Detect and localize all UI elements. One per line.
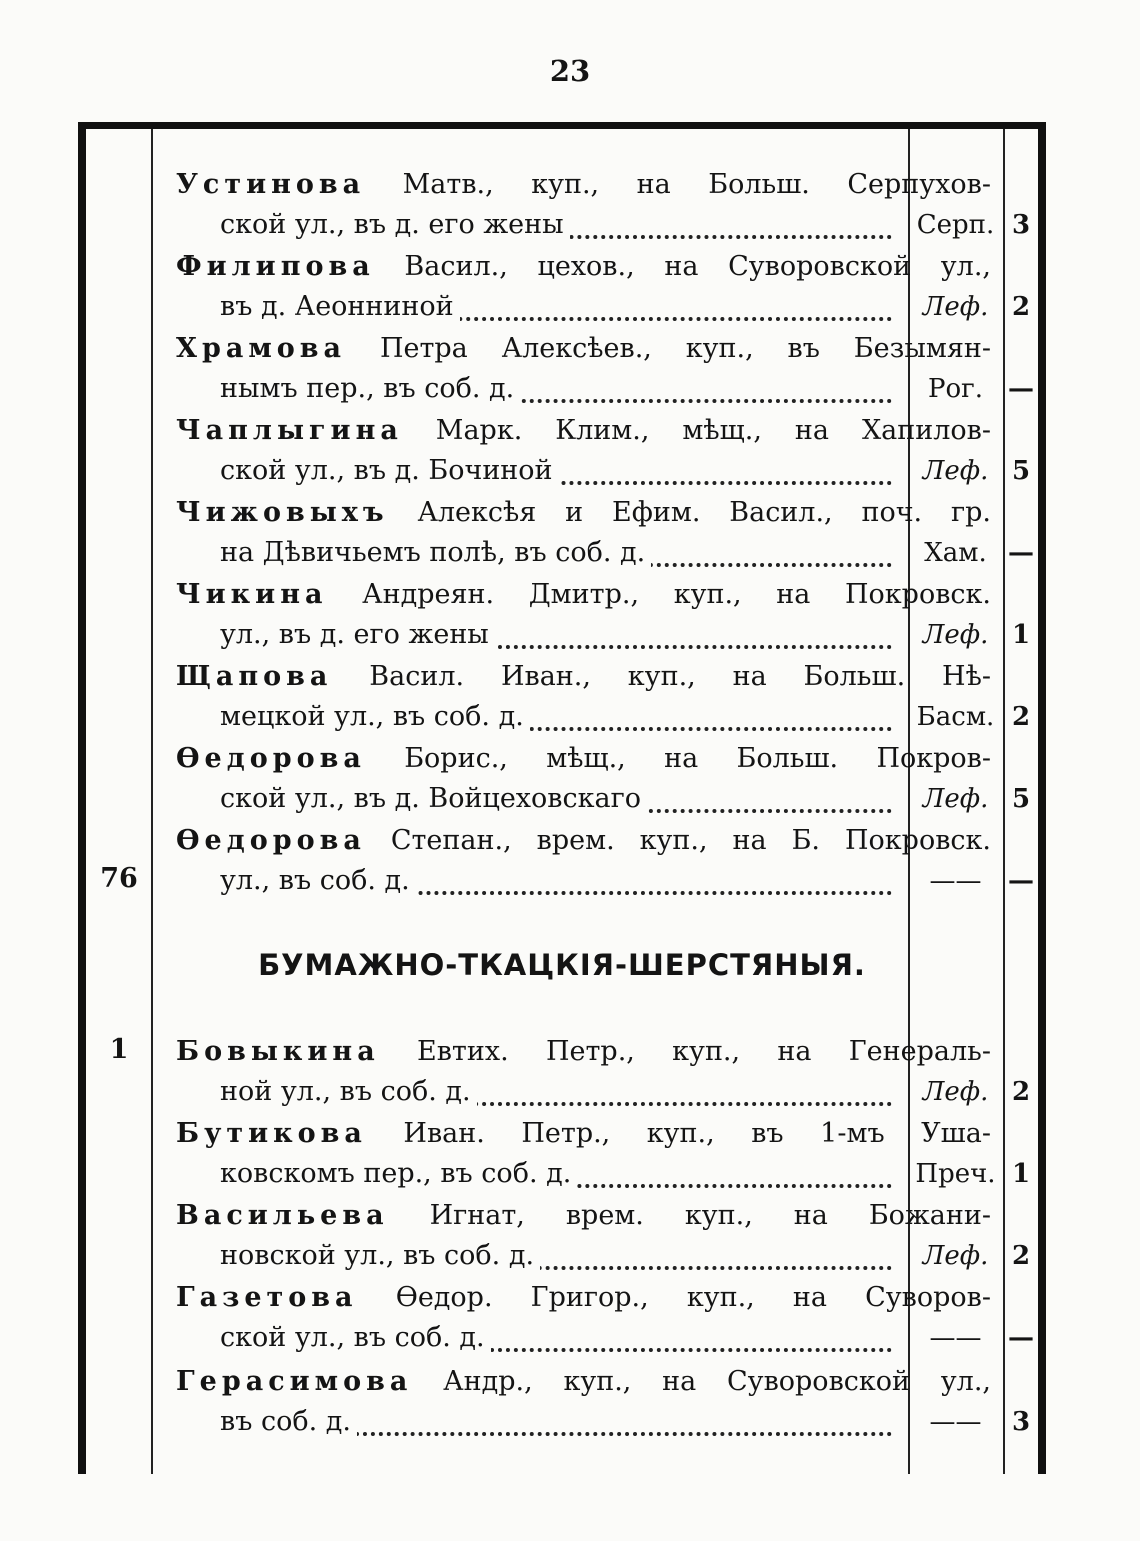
entry-surname: Щапова — [176, 661, 333, 692]
entry-count: — — [1008, 538, 1034, 568]
entry-surname: Храмова — [176, 333, 347, 364]
entry-district: —— — [929, 866, 982, 896]
entry-count: — — [1008, 374, 1034, 404]
list-item — [86, 165, 1038, 245]
entry-first-line — [176, 1278, 991, 1318]
entry-address — [220, 697, 900, 737]
section-heading: БУМАЖНО-ТКАЦКІЯ-ШЕРСТЯНЫЯ. — [258, 948, 866, 982]
list-item — [86, 247, 1038, 327]
entry-count: 1 — [1011, 1159, 1031, 1189]
entry-first-line — [176, 247, 991, 287]
entry-address-text: въ д. Аеонниной — [220, 291, 460, 322]
list-item — [86, 1032, 1038, 1112]
entry-district: Басм. — [916, 702, 995, 732]
entry-first-line — [176, 1032, 991, 1072]
entry-details: Васил., цехов., на Суворовской ул., — [404, 251, 991, 282]
entry-surname: Устинова — [176, 169, 366, 200]
list-item — [86, 1362, 1038, 1442]
entry-details: Борис., мѣщ., на Больш. Покров- — [404, 743, 991, 774]
entry-surname: Чикина — [176, 579, 328, 610]
list-item — [86, 739, 1038, 819]
entry-surname: Чижовыхъ — [176, 497, 389, 528]
entry-district: Леф. — [922, 292, 989, 322]
entry-surname: Өедорова — [176, 825, 366, 856]
entry-details: Өедор. Григор., куп., на Суворов- — [395, 1282, 991, 1313]
entry-address-text: ской ул., въ д. его жены — [220, 209, 570, 240]
entry-details: Степан., врем. куп., на Б. Покровск. — [390, 825, 991, 856]
entry-address — [220, 861, 900, 901]
entry-first-line — [176, 821, 991, 861]
entry-details: Петра Алексѣев., куп., въ Безымян- — [379, 333, 991, 364]
entry-surname: Бовыкина — [176, 1036, 380, 1067]
entry-address — [220, 1072, 900, 1112]
entry-district: Леф. — [922, 784, 989, 814]
table-frame-top — [80, 122, 1046, 129]
entry-count: 2 — [1011, 1241, 1031, 1271]
list-item — [86, 493, 1038, 573]
entry-first-line — [176, 739, 991, 779]
entry-details: Васил. Иван., куп., на Больш. Нѣ- — [369, 661, 991, 692]
entry-district: Леф. — [922, 1241, 989, 1271]
entry-address — [220, 533, 900, 573]
table-frame-right — [1038, 122, 1046, 1474]
entry-district: Леф. — [922, 1077, 989, 1107]
entry-first-line — [176, 165, 991, 205]
entry-address — [220, 369, 900, 409]
entry-district: Рог. — [927, 374, 984, 404]
list-item — [86, 821, 1038, 901]
entry-first-line — [176, 329, 991, 369]
entry-details: Иван. Петр., куп., въ 1-мъ Ушa- — [403, 1118, 991, 1149]
entry-address — [220, 287, 900, 327]
entry-address-text: ской ул., въ д. Войцеховскаго — [220, 783, 647, 814]
entry-district: Серп. — [916, 210, 995, 240]
entry-address — [220, 615, 900, 655]
entry-count: 3 — [1011, 1407, 1031, 1437]
list-item — [86, 1196, 1038, 1276]
entry-surname: Чаплыгина — [176, 415, 403, 446]
list-item — [86, 329, 1038, 409]
entry-first-line — [176, 493, 991, 533]
entry-count: 2 — [1011, 1077, 1031, 1107]
entry-details: Игнат, врем. куп., на Божани- — [429, 1200, 991, 1231]
entry-first-line — [176, 1362, 991, 1402]
entry-first-line — [176, 1114, 991, 1154]
list-item — [86, 1114, 1038, 1194]
entry-count: — — [1008, 866, 1034, 896]
entry-details: Алексѣя и Ефим. Васил., поч. гр. — [417, 497, 991, 528]
entry-details: Андреян. Дмитр., куп., на Покровск. — [362, 579, 991, 610]
entry-address — [220, 451, 900, 491]
entry-address — [220, 779, 900, 819]
entry-first-line — [176, 575, 991, 615]
entry-surname: Өедорова — [176, 743, 366, 774]
entry-number: 76 — [100, 863, 138, 894]
entry-address-text: на Дѣвичьемъ полѣ, въ соб. д. — [220, 537, 651, 568]
entry-number: 1 — [109, 1034, 129, 1065]
entry-address-text: ской ул., въ д. Бочиной — [220, 455, 559, 486]
entry-address — [220, 1318, 900, 1358]
entry-count: 3 — [1011, 210, 1031, 240]
entry-address-text: въ соб. д. — [220, 1406, 357, 1437]
list-item — [86, 657, 1038, 737]
entry-district: Леф. — [922, 456, 989, 486]
entry-address-text: ской ул., въ соб. д. — [220, 1322, 491, 1353]
entry-details: Матв., куп., на Больш. Серпухов- — [402, 169, 991, 200]
entry-count: 2 — [1011, 702, 1031, 732]
entry-first-line — [176, 657, 991, 697]
entry-surname: Газетова — [176, 1282, 358, 1313]
entry-details: Андр., куп., на Суворовской ул., — [443, 1366, 991, 1397]
entry-district: Леф. — [922, 620, 989, 650]
entry-count: 5 — [1011, 784, 1031, 814]
table-frame-left — [78, 122, 86, 1474]
entry-count: 2 — [1011, 292, 1031, 322]
entry-address-text: нымъ пер., въ соб. д. — [220, 373, 520, 404]
entry-address-text: ной ул., въ соб. д. — [220, 1076, 477, 1107]
entry-address-text: ул., въ соб. д. — [220, 865, 416, 896]
entry-address-text: ул., въ д. его жены — [220, 619, 495, 650]
entry-district: Преч. — [915, 1159, 996, 1189]
entry-count: 5 — [1011, 456, 1031, 486]
entry-surname: Герасимова — [176, 1366, 413, 1397]
entry-count: 1 — [1011, 620, 1031, 650]
list-item — [86, 411, 1038, 491]
entry-address — [220, 205, 900, 245]
entry-address — [220, 1154, 900, 1194]
entry-count: — — [1008, 1323, 1034, 1353]
entry-details: Евтих. Петр., куп., на Генераль- — [417, 1036, 991, 1067]
entry-first-line — [176, 411, 991, 451]
entry-address-text: мецкой ул., въ соб. д. — [220, 701, 530, 732]
entry-first-line — [176, 1196, 991, 1236]
entry-district: —— — [929, 1407, 982, 1437]
entry-address-text: ковскомъ пер., въ соб. д. — [220, 1158, 577, 1189]
entry-district: —— — [929, 1323, 982, 1353]
entry-surname: Бутикова — [176, 1118, 367, 1149]
entry-surname: Филипова — [176, 251, 375, 282]
entry-details: Марк. Клим., мѣщ., на Хапилов- — [435, 415, 991, 446]
page-number: 23 — [549, 54, 591, 88]
entry-address — [220, 1402, 900, 1442]
list-item — [86, 1278, 1038, 1358]
entry-district: Хам. — [924, 538, 987, 568]
list-item — [86, 575, 1038, 655]
entry-surname: Васильева — [176, 1200, 389, 1231]
entry-address-text: новской ул., въ соб. д. — [220, 1240, 540, 1271]
entry-address — [220, 1236, 900, 1276]
